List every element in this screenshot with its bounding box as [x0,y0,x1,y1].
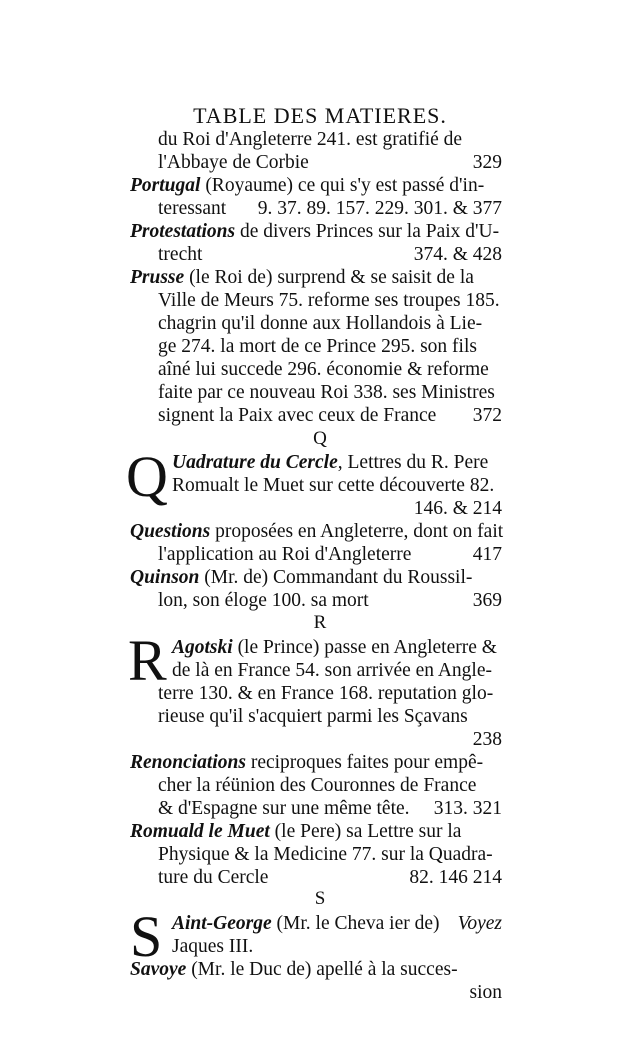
index-line: ge 274. la mort de ce Prince 295. son fils [158,336,477,357]
entry-text: ture du Cercle [158,867,269,888]
index-line [158,797,502,821]
index-entry [172,636,502,660]
entry-keyword: Savoye [130,959,187,980]
index-entry [130,566,502,590]
index-line: Ville de Meurs 75. reforme ses troupes 185. [158,290,500,311]
index-line [158,404,502,428]
entry-text: l'application au Roi d'Angleterre [158,544,412,565]
entry-keyword: Protestations [130,221,236,242]
entry-keyword: Quinson [130,567,200,588]
page-ref: 238 [472,729,502,750]
entry-keyword: Questions [130,521,211,542]
entry-text: (le Roi de) surprend & se saisit de la [184,267,474,288]
page-ref: 146. & 214 [413,498,502,519]
index-line [158,589,502,613]
index-line: chagrin qu'il donne aux Hollandois à Lie- [158,313,483,334]
entry-keyword: Romuald le Muet [130,821,270,842]
page-ref: 82. 146 214 [409,867,502,888]
index-line: Romualt le Muet sur cette découverte 82. [172,475,495,496]
page-ref: 329 [472,152,502,173]
entry-text: trecht [158,244,203,265]
entry-text: de divers Princes sur la Paix d'U- [235,221,500,242]
index-line: aîné lui succede 296. économie & reforme [158,359,489,380]
entry-text: lon, son éloge 100. sa mort [158,590,369,611]
catchword: sion [469,982,502,1003]
entry-keyword: Uadrature du Cercle [172,452,338,473]
entry-text: reciproques faites pour empê- [245,752,484,773]
index-entry [130,958,502,982]
index-line [158,866,502,890]
page-ref: 313. 321 [433,798,502,819]
drop-cap-q: Q [126,444,168,509]
section-letter-r: R [313,612,327,633]
page-ref: 369 [472,590,502,611]
index-entry [172,912,502,936]
page-ref: 9. 37. 89. 157. 229. 301. & 377 [257,198,502,219]
entry-text: (Royaume) ce qui s'y est passé d'in- [200,175,485,196]
index-line: de là en France 54. son arrivée en Angle- [172,660,492,681]
entry-text: (le Prince) passe en Angleterre & [232,637,497,658]
index-line [158,543,502,567]
entry-keyword: Portugal [130,175,201,196]
index-line [158,197,502,221]
index-line: Physique & la Medicine 77. sur la Quadra- [158,844,493,865]
index-entry [130,266,502,290]
index-line: terre 130. & en France 168. reputation glo- [158,683,494,704]
entry-text: (Mr. le Duc de) apellé à la succes- [186,959,458,980]
index-entry [130,174,502,198]
entry-keyword: Aint-George [172,913,272,934]
drop-cap-s: S [130,904,163,969]
entry-text: , Lettres du R. Pere [337,452,489,473]
section-letter-q: Q [313,428,327,449]
entry-text: (Mr. le Cheva ier de) [271,913,440,934]
index-entry [172,451,502,475]
entry-keyword: Agotski [172,637,233,658]
index-line: du Roi d'Angleterre 241. est gratifié de [158,129,463,150]
cross-reference: Voyez [457,913,502,934]
entry-text: proposées en Angleterre, dont on fait [210,521,504,542]
drop-cap-r: R [128,628,167,693]
index-entry [130,520,502,544]
index-line [158,151,502,175]
entry-text: teressant [158,198,227,219]
section-letter-s: S [314,888,326,909]
entry-text: l'Abbaye de Corbie [158,152,309,173]
entry-text: & d'Espagne sur une même tête. [158,798,410,819]
index-line [158,243,502,267]
entry-keyword: Renonciations [130,752,246,773]
entry-keyword: Prusse [130,267,185,288]
index-entry [130,220,502,244]
entry-text: (le Pere) sa Lettre sur la [269,821,462,842]
index-line: faite par ce nouveau Roi 338. ses Ministres [158,382,495,403]
index-line: cher la réünion des Couronnes de France [158,775,477,796]
index-line: rieuse qu'il s'acquiert parmi les Sçavans [158,706,468,727]
entry-text: signent la Paix avec ceux de France [158,405,437,426]
index-line: Jaques III. [172,936,254,957]
page-ref: 417 [472,544,502,565]
page-ref: 372 [472,405,502,426]
index-entry [130,751,502,775]
page-ref: 374. & 428 [413,244,502,265]
index-entry [130,820,502,844]
page-header: TABLE DES MATIERES. [193,103,447,128]
entry-text: (Mr. de) Commandant du Roussil- [199,567,473,588]
